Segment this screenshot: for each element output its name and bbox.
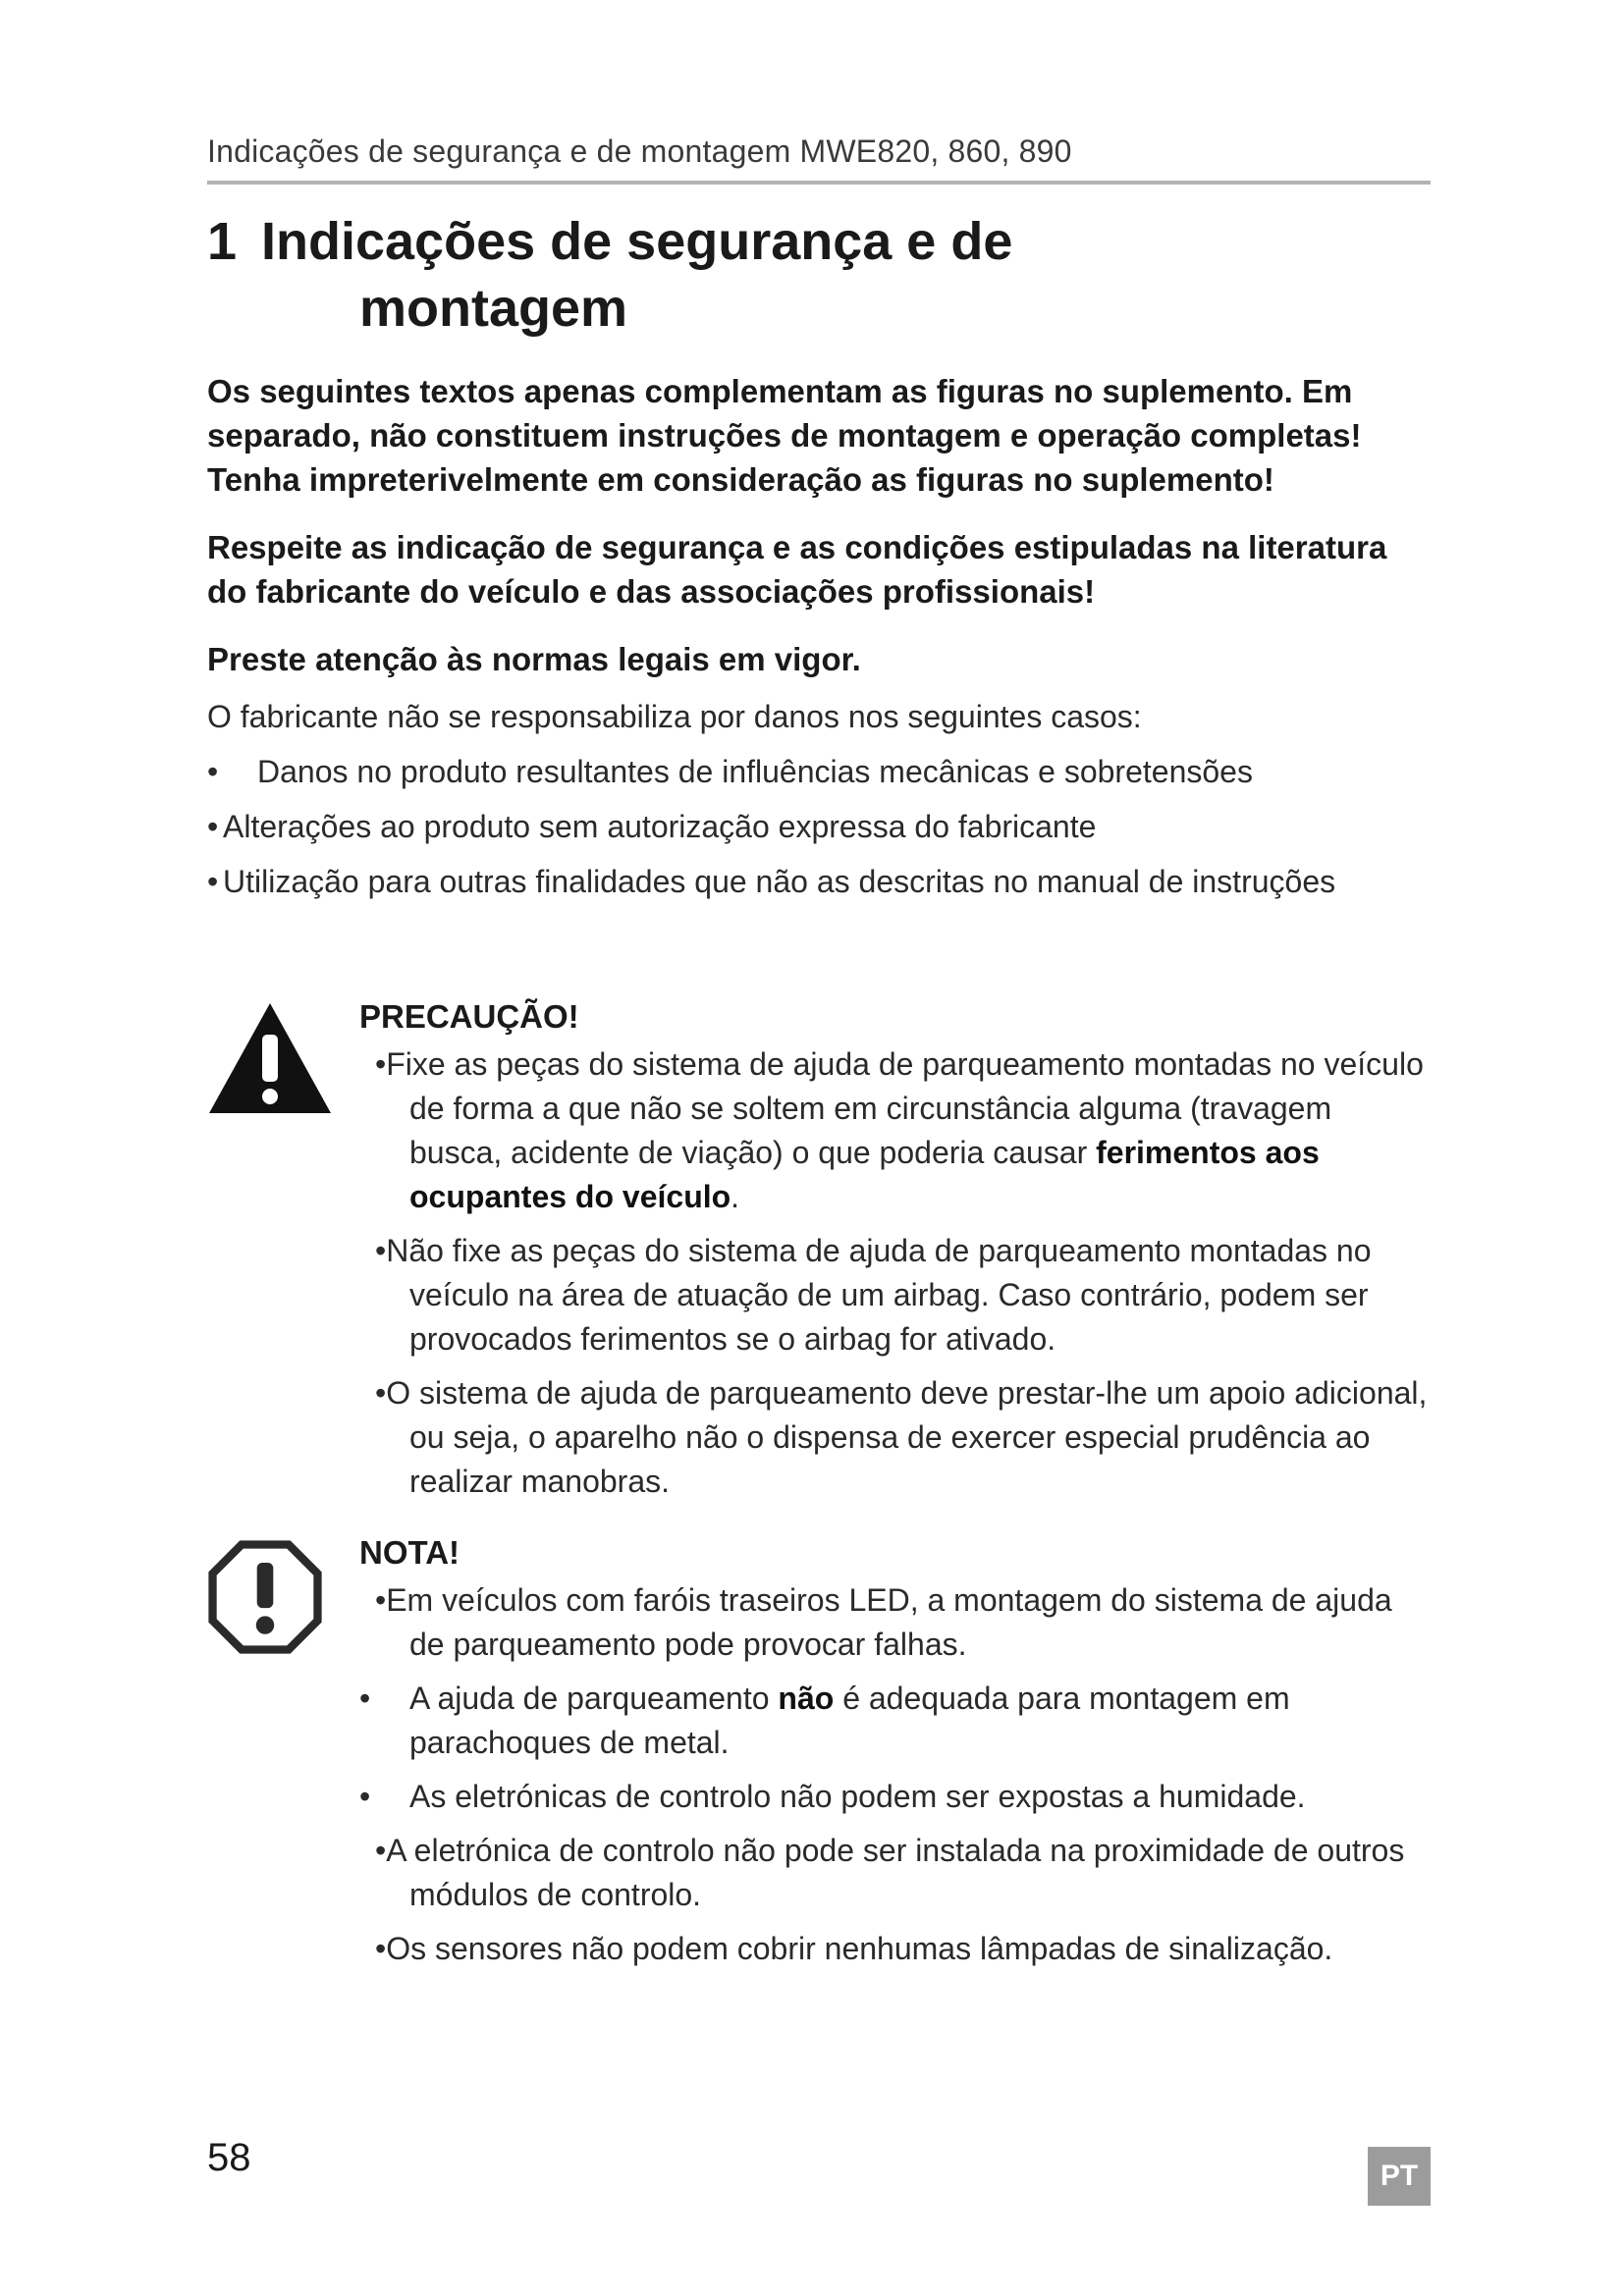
list-item: •A eletrónica de controlo não pode ser instalada na proximidade de outros módulos de controlo. [375,1833,1405,1912]
liability-list [207,750,1430,903]
language-badge: PT [1368,2147,1431,2206]
chapter-title-line2: montagem [359,279,628,338]
list-item: •Os sensores não podem cobrir nenhumas lâmpadas de sinalização. [375,1931,1333,1966]
list-item: • Utilização para outras finalidades que não as descritas no manual de instruções [207,864,1336,899]
running-header: Indicações de segurança e de montagem MWE820, 860, 890 [207,133,1072,169]
exclamation-octagon-icon [207,1539,323,1655]
chapter-title-line1: Indicações de segurança e de [261,212,1013,271]
caution-label: PRECAUÇÃO! [359,998,579,1035]
liability-intro: O fabricante não se responsabiliza por danos nos seguintes casos: [207,699,1142,734]
caution-list [359,1042,1430,1504]
warning-triangle-icon [207,995,333,1121]
page-number: 58 [207,2136,251,2179]
list-item: •O sistema de ajuda de parqueamento deve prestar-lhe um apoio adicional, ou seja, o aparelho não o dispensa de exercer especial prudência ao realizar manobras. [375,1375,1428,1499]
note-block [207,1531,1430,1981]
chapter-title [207,208,1430,342]
list-item: • A ajuda de parqueamento não é adequada para montagem em parachoques de metal. [359,1681,1290,1760]
list-item: •Em veículos com faróis traseiros LED, a montagem do sistema de ajuda de parqueamento pode provocar falhas. [375,1582,1392,1662]
list-item: • Alterações ao produto sem autorização expressa do fabricante [207,809,1097,844]
lead-paragraph-2: Respeite as indicação de segurança e as condições estipuladas na literatura do fabricante do veículo e das associações profissionais! [207,529,1387,610]
chapter-number: 1 [207,212,238,271]
list-item: • Danos no produto resultantes de influências mecânicas e sobretensões [207,754,1253,789]
list-item: •Fixe as peças do sistema de ajuda de parqueamento montadas no veículo de forma a que não se soltem em circunstância alguma (travagem busca, acidente de viação) o que poderia causar ferimentos aos ocupantes do veículo. [375,1046,1424,1214]
header-rule [207,181,1431,185]
caution-block [207,995,1430,1514]
lead-paragraph-1: Os seguintes textos apenas complementam as figuras no suplemento. Em separado, não constituem instruções de montagem e operação completas! Tenha impreterivelmente em consideração as figuras no suplemento! [207,373,1362,498]
intro-section [207,369,1430,915]
list-item: •Não fixe as peças do sistema de ajuda de parqueamento montadas no veículo na área de atuação de um airbag. Caso contrário, podem ser provocados ferimentos se o airbag for ativado. [375,1233,1372,1357]
lead-paragraph-3: Preste atenção às normas legais em vigor. [207,641,861,677]
note-label: NOTA! [359,1534,460,1571]
note-list [359,1578,1430,1971]
list-item: • As eletrónicas de controlo não podem ser expostas a humidade. [359,1779,1306,1814]
